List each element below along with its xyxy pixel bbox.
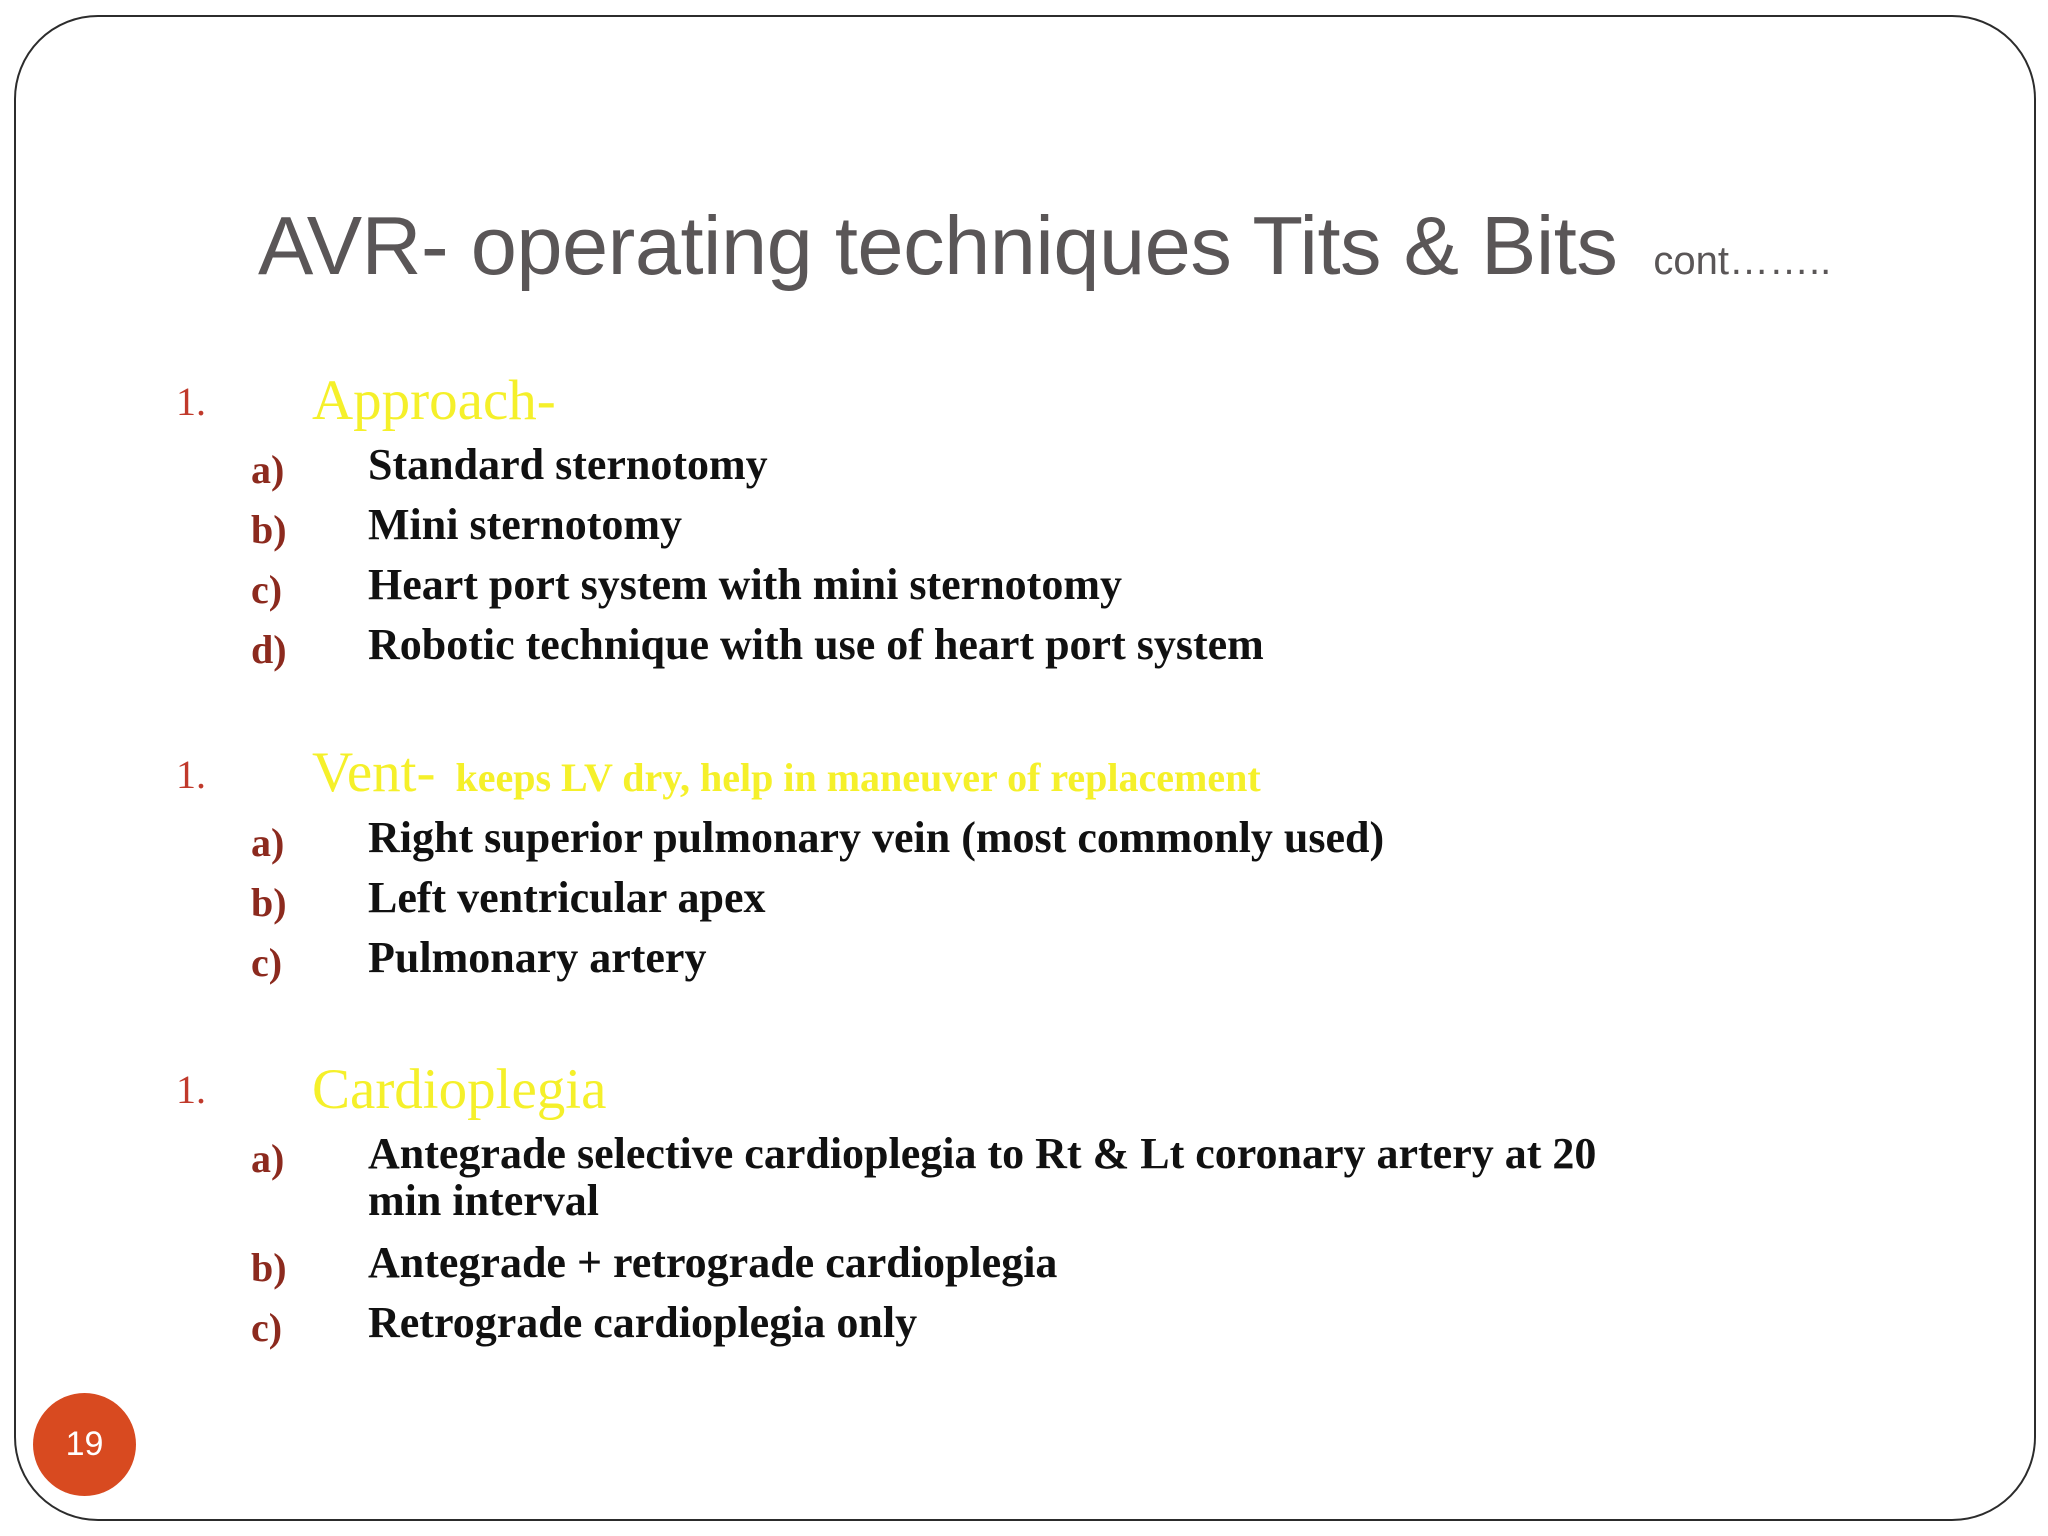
section-heading-text: Vent- <box>312 741 436 804</box>
section-heading-text: Approach- <box>312 369 556 432</box>
section-number: 1. <box>176 379 206 424</box>
item-text: Standard sternotomy <box>368 440 768 489</box>
item-letter: a) <box>251 820 285 865</box>
item-text: Heart port system with mini sternotomy <box>368 560 1122 609</box>
item-text: Robotic technique with use of heart port system <box>368 620 1264 669</box>
page-number-badge <box>33 1393 136 1496</box>
item-letter: c) <box>251 567 283 612</box>
item-text-line: Antegrade selective cardioplegia to Rt & Lt coronary artery at 20 <box>368 1129 1597 1178</box>
item-letter: b) <box>251 880 287 925</box>
section-heading-text: Cardioplegia <box>312 1058 607 1121</box>
title-suffix: cont…….. <box>1653 239 1832 283</box>
item-text: Mini sternotomy <box>368 500 683 549</box>
title-text: AVR- operating techniques Tits & Bits <box>258 199 1618 292</box>
section-subheading: keeps LV dry, help in maneuver of replacement <box>455 755 1261 800</box>
section-heading <box>312 368 556 433</box>
item-letter: a) <box>251 447 285 492</box>
section-number: 1. <box>176 752 206 797</box>
section-heading <box>312 740 1261 805</box>
item-letter: c) <box>251 940 283 985</box>
item-text: Antegrade + retrograde cardioplegia <box>368 1238 1058 1287</box>
item-text: Pulmonary artery <box>368 933 707 982</box>
item-letter: b) <box>251 507 287 552</box>
slide-title <box>258 198 1831 294</box>
item-letter: c) <box>251 1305 283 1350</box>
section-heading <box>312 1057 606 1122</box>
item-text: Right superior pulmonary vein (most commonly used) <box>368 813 1385 862</box>
item-text-line: min interval <box>368 1176 599 1225</box>
item-letter: b) <box>251 1245 287 1290</box>
item-letter: a) <box>251 1136 285 1181</box>
section-number: 1. <box>176 1067 206 1112</box>
page-number: 19 <box>65 1425 104 1463</box>
item-text: Left ventricular apex <box>368 873 766 922</box>
item-text: Retrograde cardioplegia only <box>368 1298 918 1347</box>
item-letter: d) <box>251 627 287 672</box>
item-text <box>368 1130 1596 1224</box>
